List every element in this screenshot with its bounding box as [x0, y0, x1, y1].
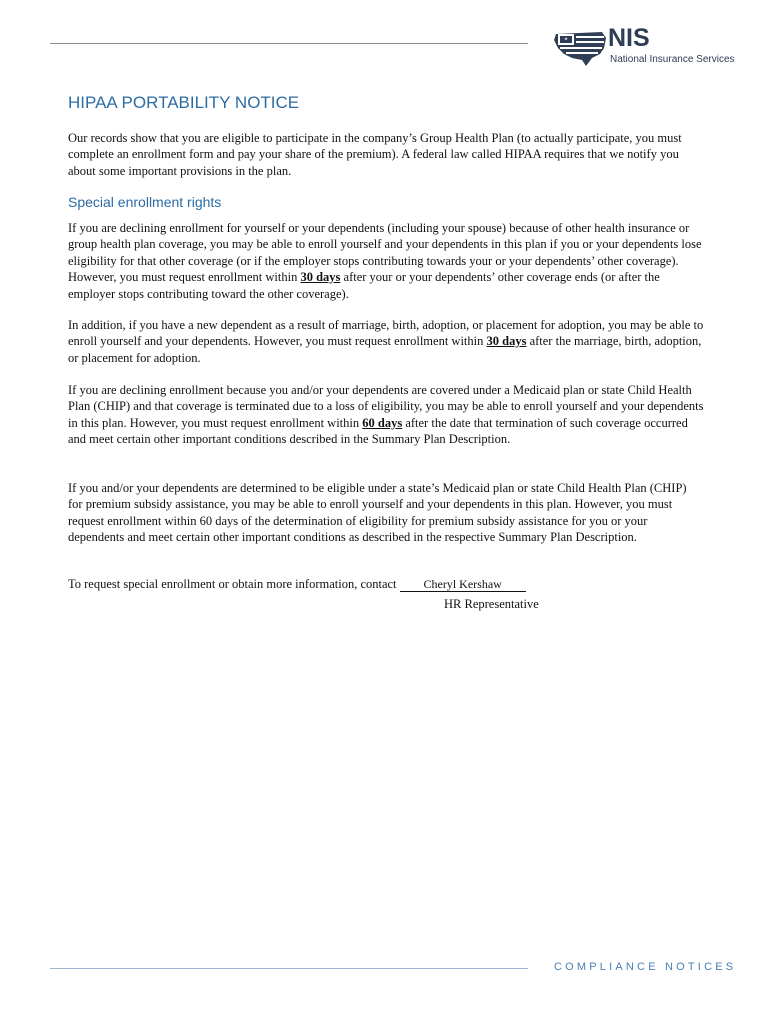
deadline-emphasis: 30 days: [486, 334, 527, 349]
paragraph-new-dependent: [68, 317, 704, 366]
intro-paragraph: Our records show that you are eligible to participate in the company’s Group Health Plan (to actually participate, you must complete an enrollment form and pay your share of the premium). A federal law called HIPAA requires that we notify you about some important provisions in the plan.: [68, 131, 682, 178]
logo-wordmark: NIS: [608, 24, 650, 52]
header-rule: [50, 43, 528, 44]
paragraph-text: after the date that termination of such coverage occurred and meet certain other important conditions described in the Summary Plan Description.: [68, 415, 688, 447]
document-title: HIPAA PORTABILITY NOTICE: [68, 93, 300, 112]
paragraph-text: after your or your dependents’ other coverage ends (or after the employer stops contributing toward the other coverage).: [68, 270, 660, 301]
contact-role: HR Representative: [444, 597, 539, 611]
paragraph-text: In addition, if you have a new dependent as a result of marriage, birth, adoption, or placement for adoption, you may be able to enroll yourself and your dependents. However, you must request enrollment within: [68, 318, 704, 349]
footer-rule: [50, 968, 528, 969]
contact-prompt: To request special enrollment or obtain more information, contact: [68, 577, 400, 591]
logo-subtitle: National Insurance Services: [610, 54, 735, 65]
section-title: Special enrollment rights: [68, 194, 222, 210]
paragraph-text: If you are declining enrollment for yourself or your dependents (including your spouse) because of other health insurance or group health plan coverage, you may be able to enroll yourself and your dependents in this plan if you or your dependents lose eligibility for that other coverage (or if the employer stops contributing towards your or your dependents’ other coverage). However, you must request enrollment within: [68, 221, 702, 285]
deadline-emphasis: 60 days: [362, 415, 403, 430]
paragraph-premium-subsidy: If you and/or your dependents are determined to be eligible under a state’s Medicaid plan or state Child Health Plan (CHIP) for premium subsidy assistance, you may be able to enroll yourself and your dependents in this plan. However, you must request enrollment within 60 days of the determination of eligibility for premium subsidy assistance for you or your dependents and meet certain other important conditions as described in the respective Summary Plan Description.: [68, 481, 687, 545]
contact-line: [68, 577, 526, 592]
company-logo: [552, 24, 752, 70]
paragraph-text: If you are declining enrollment because you and/or your dependents are covered under a Medicaid plan or state Child Health Plan (CHIP) and that coverage is terminated due to a loss of eligibility, you may be able to enroll yourself and your dependents in this plan. However, you must request enrollment within: [68, 383, 704, 430]
us-map-flag-icon: [552, 28, 610, 68]
contact-name: Cheryl Kershaw: [400, 577, 526, 592]
paragraph-medicaid-termination: [68, 382, 704, 448]
footer-label: COMPLIANCE NOTICES: [554, 961, 737, 973]
deadline-emphasis: 30 days: [300, 270, 341, 285]
paragraph-text: after the marriage, birth, adoption, or placement for adoption.: [68, 334, 702, 365]
paragraph-loss-of-coverage: [68, 220, 704, 302]
